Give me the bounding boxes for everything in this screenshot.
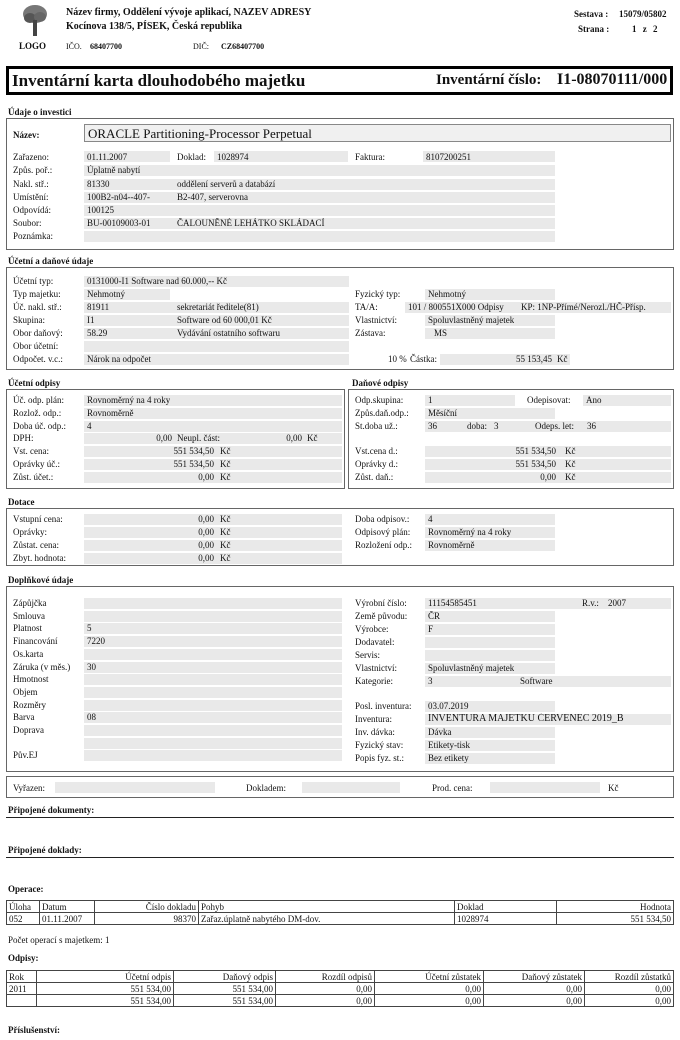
doplnkove-label: Záruka (v měs.) — [13, 662, 71, 672]
dotace-vstup-currency: Kč — [220, 514, 231, 524]
company-address: Kocínova 138/5, PÍSEK, Česká republika — [66, 21, 242, 32]
odpovida-label: Odpovídá: — [13, 205, 51, 215]
posl-inv-label: Posl. inventura: — [355, 701, 412, 711]
doklad-value: 1028974 — [217, 152, 249, 162]
table-cell: Zařaz.úplatně nabytého DM-dov. — [199, 913, 455, 925]
zust-uc-label: Zůst. účet.: — [13, 472, 54, 482]
ico-label: IČO. — [66, 42, 82, 51]
pripojene-doklady: Připojené doklady: — [8, 845, 82, 855]
doba-label: doba: — [467, 421, 487, 431]
inventura-value: INVENTURA MAJETKU ČERVENEC 2019_B — [428, 713, 624, 724]
table-cell: 01.11.2007 — [40, 913, 95, 925]
table-row — [7, 995, 674, 1007]
procent-value: 10 % — [388, 354, 407, 364]
obor-danovy-value: 58.29 — [87, 328, 108, 338]
doplnkove-label: Objem — [13, 687, 38, 697]
table-header-cell: Účetní zůstatek — [375, 971, 484, 983]
table-header-cell: Hodnota — [557, 901, 674, 913]
dotace-zust-label: Zůstat. cena: — [13, 540, 59, 550]
table-cell: 1028974 — [455, 913, 557, 925]
doplnkove-label: Rozměry — [13, 700, 46, 710]
zarazeno-label: Zařazeno: — [13, 152, 49, 162]
zastava-label: Zástava: — [355, 328, 386, 338]
odp-skupina-value: 1 — [428, 395, 433, 405]
vyrazen-label: Vyřazen: — [13, 783, 45, 793]
vyrobni-value: 11154585451 — [428, 598, 477, 608]
table-cell: 0,00 — [375, 983, 484, 995]
zust-dan-value: 0,00 — [540, 472, 556, 482]
opravky-d-value: 551 534,50 — [515, 459, 556, 469]
nazev-value: ORACLE Partitioning-Processor Perpetual — [88, 126, 312, 141]
opravky-d-currency: Kč — [565, 459, 576, 469]
opravky-uc-currency: Kč — [220, 459, 231, 469]
table-header-cell: Daňový zůstatek — [484, 971, 585, 983]
vyrobce-value: F — [428, 624, 434, 634]
neupl-label: Neupl. část: — [177, 433, 220, 443]
kategorie-value: 3 — [428, 676, 433, 686]
nakl-text: oddělení serverů a databází — [177, 179, 276, 189]
table-cell: 0,00 — [276, 983, 375, 995]
vyrazen-doklad-label: Dokladem: — [246, 783, 286, 793]
doplnkove-value: 08 — [87, 712, 96, 722]
vst-cena-d-value: 551 534,50 — [515, 446, 556, 456]
odpovida-value: 100125 — [87, 205, 114, 215]
typ-majetku-value: Nehmotný — [87, 289, 125, 299]
doplnkove-label: Doprava — [13, 725, 44, 735]
doplnkove-label: Smlouva — [13, 611, 46, 621]
odpocet-label: Odpočet. v.c.: — [13, 354, 63, 364]
table-header-cell: Účetní odpis — [37, 971, 174, 983]
dotace-doba-value: 4 — [428, 514, 433, 524]
fyzicky-typ-label: Fyzický typ: — [355, 289, 401, 299]
soubor-label: Soubor: — [13, 218, 42, 228]
taa-value: 101 / 800551X000 Odpisy — [408, 302, 504, 312]
dotace-zust-currency: Kč — [220, 540, 231, 550]
castka-currency: Kč — [557, 354, 568, 364]
zpus-dan-label: Způs.daň.odp.: — [355, 408, 409, 418]
table-header-cell: Rok — [7, 971, 37, 983]
doplnkove-label: Barva — [13, 712, 35, 722]
divider — [6, 817, 674, 818]
doplnkove-label: Os.karta — [13, 649, 44, 659]
st-doba-label: St.doba už.: — [355, 421, 398, 431]
sestava-value: 15079/05802 — [619, 9, 667, 19]
rozloz-value: Rovnoměrně — [87, 408, 134, 418]
section-dotace: Dotace — [8, 497, 35, 507]
dotace-plan-value: Rovnoměrný na 4 roky — [428, 527, 512, 537]
popis-value: Bez etikety — [428, 753, 469, 763]
odpisy-table — [6, 970, 674, 1007]
doplnkove-label: Hmotnost — [13, 674, 49, 684]
popis-label: Popis fyz. st.: — [355, 753, 405, 763]
logo-label: LOGO — [19, 41, 47, 51]
umisteni-label: Umístění: — [13, 192, 49, 202]
uc-nakl-text: sekretariát ředitele(81) — [177, 302, 259, 312]
opravky-uc-label: Oprávky úč.: — [13, 459, 60, 469]
table-cell: 551 534,00 — [174, 983, 276, 995]
kp-value: KP: 1NP-Přímé/Nerozl./HČ-Přísp. — [521, 302, 646, 312]
zust-dan-currency: Kč — [565, 472, 576, 482]
pripojene-dokumenty: Připojené dokumenty: — [8, 805, 95, 815]
dotace-vstup-value: 0,00 — [198, 514, 214, 524]
umisteni-value: 100B2-n04--407- — [87, 192, 150, 202]
uc-plan-value: Rovnoměrný na 4 roky — [87, 395, 171, 405]
ico-value: 68407700 — [90, 42, 122, 51]
table-cell — [7, 995, 37, 1007]
zpus-value: Úplatně nabytí — [87, 165, 141, 175]
strana-value: 1 z 2 — [632, 24, 658, 34]
section-operace: Operace: — [8, 884, 44, 894]
table-cell: 0,00 — [585, 983, 674, 995]
table-row — [7, 983, 674, 995]
obor-danovy-label: Obor daňový: — [13, 328, 63, 338]
company-name: Název firmy, Oddělení vývoje aplikací, NAZEV ADRESY — [66, 7, 312, 18]
vlastnictvi-value: Spoluvlastněný majetek — [428, 315, 515, 325]
doplnkove-value: 30 — [87, 662, 96, 672]
operace-count: Počet operací s majetkem: 1 — [8, 935, 110, 945]
table-cell: 551 534,00 — [37, 995, 174, 1007]
fyz-stav-value: Etikety-tisk — [428, 740, 470, 750]
dotace-opr-currency: Kč — [220, 527, 231, 537]
ucetni-typ-value: 0131000-I1 Software nad 60.000,-- Kč — [87, 276, 227, 286]
dotace-vstup-label: Vstupní cena: — [13, 514, 63, 524]
section-danove-odpisy: Daňové odpisy — [352, 378, 409, 388]
vlast-value: Spoluvlastněný majetek — [428, 663, 515, 673]
kategorie-label: Kategorie: — [355, 676, 393, 686]
dotace-doba-label: Doba odpisov.: — [355, 514, 410, 524]
table-header-cell: Datum — [40, 901, 95, 913]
table-cell: 551 534,00 — [37, 983, 174, 995]
doplnkove-value: 5 — [87, 623, 92, 633]
doba-uc-label: Doba úč. odp.: — [13, 421, 66, 431]
doplnkove-label: Zápůjčka — [13, 598, 47, 608]
table-header-cell: Pohyb — [199, 901, 455, 913]
vyrobce-label: Výrobce: — [355, 624, 389, 634]
dotace-opr-value: 0,00 — [198, 527, 214, 537]
doplnkove-value: 7220 — [87, 636, 105, 646]
dotace-zbyt-value: 0,00 — [198, 553, 214, 563]
nakl-label: Nakl. stř.: — [13, 179, 49, 189]
divider — [6, 857, 674, 858]
table-header-cell: Úloha — [7, 901, 40, 913]
dotace-plan-label: Odpisový plán: — [355, 527, 411, 537]
vst-cena-label: Vst. cena: — [13, 446, 49, 456]
dic-value: CZ68407700 — [221, 42, 265, 51]
castka-value: 55 153,45 — [516, 354, 552, 364]
neupl-currency: Kč — [307, 433, 318, 443]
dph-label: DPH: — [13, 433, 34, 443]
skupina-label: Skupina: — [13, 315, 46, 325]
table-header-cell: Číslo dokladu — [95, 901, 199, 913]
st-doba-value: 36 — [428, 421, 437, 431]
prod-cena-label: Prod. cena: — [432, 783, 473, 793]
zpus-dan-value: Měsíční — [428, 408, 457, 418]
table-cell: 052 — [7, 913, 40, 925]
page-title: Inventární karta dlouhodobého majetku — [12, 71, 306, 90]
section-ucetni-odpisy: Účetní odpisy — [8, 378, 61, 388]
table-cell: 551 534,00 — [174, 995, 276, 1007]
vlast-label: Vlastnictví: — [355, 663, 397, 673]
uc-nakl-label: Úč. nakl. stř.: — [13, 302, 62, 312]
doplnkove-label: Platnost — [13, 623, 43, 633]
table-cell: 0,00 — [484, 995, 585, 1007]
opravky-d-label: Oprávky d.: — [355, 459, 398, 469]
operace-table — [6, 900, 674, 925]
zarazeno-value: 01.11.2007 — [87, 152, 128, 162]
zeme-label: Země původu: — [355, 611, 408, 621]
sestava-label: Sestava : — [574, 9, 609, 19]
soubor-value: BU-00109003-01 — [87, 218, 151, 228]
vst-cena-d-currency: Kč — [565, 446, 576, 456]
section-ucetni: Účetní a daňové údaje — [8, 256, 94, 266]
ucetni-typ-label: Účetní typ: — [13, 276, 54, 286]
doba-uc-value: 4 — [87, 421, 92, 431]
section-doplnkove: Doplňkové údaje — [8, 575, 74, 585]
table-cell: 0,00 — [585, 995, 674, 1007]
faktura-label: Faktura: — [355, 152, 385, 162]
table-header-cell: Rozdíl odpisů — [276, 971, 375, 983]
skupina-text: Software od 60 000,01 Kč — [177, 315, 272, 325]
dodavatel-label: Dodavatel: — [355, 637, 395, 647]
vlastnictvi-label: Vlastnictví: — [355, 315, 397, 325]
posl-inv-value: 03.07.2019 — [428, 701, 469, 711]
taa-label: TA/A: — [355, 302, 378, 312]
odepisovat-value: Ano — [586, 395, 602, 405]
faktura-value: 8107200251 — [426, 152, 471, 162]
nazev-label: Název: — [13, 130, 40, 140]
odpocet-value: Nárok na odpočet — [87, 354, 151, 364]
table-cell: 0,00 — [276, 995, 375, 1007]
doklad-label: Doklad: — [177, 152, 206, 162]
rozloz-label: Rozlož. odp.: — [13, 408, 62, 418]
doba-value: 3 — [494, 421, 499, 431]
dotace-rozl-label: Rozložení odp.: — [355, 540, 412, 550]
doplnkove-label: Pův.EJ — [13, 750, 38, 760]
zastava-value: MS — [434, 328, 448, 338]
table-row — [7, 913, 674, 925]
dph-value: 0,00 — [156, 433, 172, 443]
vyrobni-label: Výrobní číslo: — [355, 598, 407, 608]
kategorie-text: Software — [520, 676, 553, 686]
dotace-opr-label: Oprávky: — [13, 527, 47, 537]
zust-uc-currency: Kč — [220, 472, 231, 482]
odeps-let-label: Odeps. let: — [535, 421, 574, 431]
odeps-let-value: 36 — [587, 421, 596, 431]
table-cell: 98370 — [95, 913, 199, 925]
poznamka-label: Poznámka: — [13, 231, 53, 241]
zust-uc-value: 0,00 — [198, 472, 214, 482]
servis-label: Servis: — [355, 650, 381, 660]
vst-cena-value: 551 534,50 — [173, 446, 214, 456]
fyzicky-typ-value: Nehmotný — [428, 289, 466, 299]
uc-plan-label: Úč. odp. plán: — [13, 395, 64, 405]
section-prislusenstvi: Příslušenství: — [8, 1025, 61, 1035]
inventory-number: I1-08070111/000 — [557, 71, 668, 88]
zeme-value: ČR — [428, 611, 441, 621]
table-header-cell: Daňový odpis — [174, 971, 276, 983]
table-header-cell: Doklad — [455, 901, 557, 913]
vst-cena-d-label: Vst.cena d.: — [355, 446, 398, 456]
odepisovat-label: Odepisovat: — [527, 395, 571, 405]
table-cell: 551 534,50 — [557, 913, 674, 925]
obor-ucetni-label: Obor účetní: — [13, 341, 59, 351]
dotace-zbyt-currency: Kč — [220, 553, 231, 563]
zpus-label: Způs. poř.: — [13, 165, 53, 175]
odp-skupina-label: Odp.skupina: — [355, 395, 404, 405]
skupina-value: I1 — [87, 315, 95, 325]
zust-dan-label: Zůst. daň.: — [355, 472, 394, 482]
umisteni-text: B2-407, serverovna — [177, 192, 248, 202]
typ-majetku-label: Typ majetku: — [13, 289, 61, 299]
inv-davka-label: Inv. dávka: — [355, 727, 395, 737]
castka-label: Částka: — [410, 354, 437, 364]
soubor-text: ČALOUNĚNÉ LEHÁTKO SKLÁDACÍ — [177, 218, 325, 228]
doplnkove-label: Financování — [13, 636, 58, 646]
dic-label: DIČ: — [193, 42, 209, 51]
rv-value: 2007 — [608, 598, 626, 608]
inventory-number-label: Inventární číslo: — [436, 72, 542, 88]
fyz-stav-label: Fyzický stav: — [355, 740, 404, 750]
dotace-rozl-value: Rovnoměrně — [428, 540, 475, 550]
dotace-zust-value: 0,00 — [198, 540, 214, 550]
table-cell: 2011 — [7, 983, 37, 995]
opravky-uc-value: 551 534,50 — [173, 459, 214, 469]
table-cell: 0,00 — [375, 995, 484, 1007]
section-odpisy: Odpisy: — [8, 953, 39, 963]
prod-cena-currency: Kč — [608, 783, 619, 793]
logo-tree-icon — [22, 4, 48, 38]
section-investice: Údaje o investici — [8, 107, 72, 117]
rv-label: R.v.: — [582, 598, 599, 608]
inventura-label: Inventura: — [355, 714, 392, 724]
dotace-zbyt-label: Zbyt. hodnota: — [13, 553, 66, 563]
neupl-value: 0,00 — [286, 433, 302, 443]
table-cell: 0,00 — [484, 983, 585, 995]
uc-nakl-value: 81911 — [87, 302, 110, 312]
strana-label: Strana : — [578, 24, 610, 34]
table-header-cell: Rozdíl zůstatků — [585, 971, 674, 983]
nakl-value: 81330 — [87, 179, 110, 189]
obor-danovy-text: Vydávání ostatního softwaru — [177, 328, 280, 338]
vst-cena-currency: Kč — [220, 446, 231, 456]
inv-davka-value: Dávka — [428, 727, 452, 737]
